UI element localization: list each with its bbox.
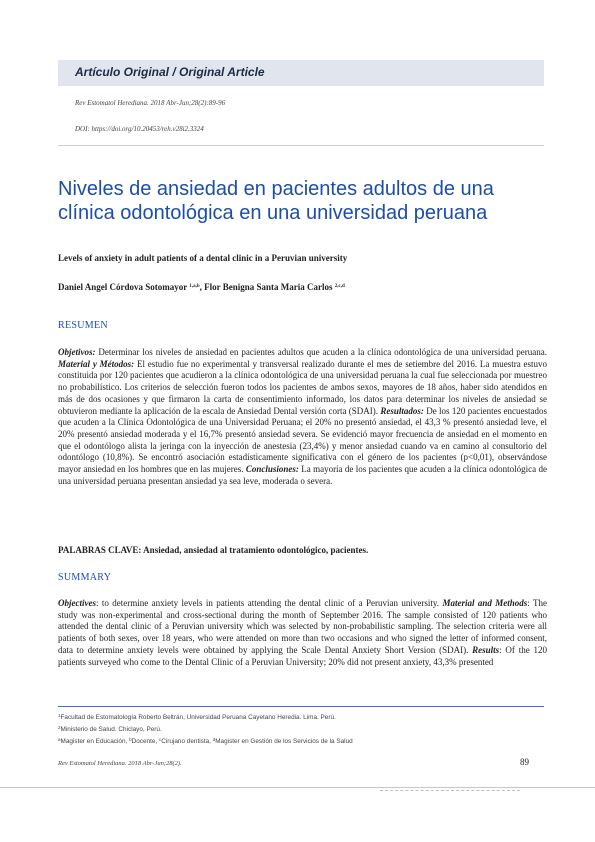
affiliation-1 (58, 713, 336, 721)
article-type-label: Artículo Original / Original Article (75, 65, 265, 79)
affiliation-2-text: Ministerio de Salud. Chiclayo, Perú. (60, 726, 162, 733)
affiliation-degrees (58, 737, 353, 745)
label-methods: Material and Methods (442, 598, 528, 608)
degree-d-marker: d (212, 737, 216, 742)
author-1: Daniel Angel Córdova Sotomayor (58, 282, 188, 292)
degree-a-text: Magister en Educación, (60, 738, 130, 745)
resumen-paragraph (58, 347, 547, 487)
keywords: PALABRAS CLAVE: Ansiedad, ansiedad al tratamiento odontológico, pacientes. (58, 545, 369, 555)
author-2: Flor Benigna Santa Maria Carlos (204, 282, 333, 292)
doi: DOI: https://doi.org/10.20453/reh.v28i2.3324 (75, 125, 204, 133)
summary-heading: SUMMARY (58, 572, 112, 583)
text-methods: : The study was non-experimental and cross-sectional during the month of September 2016. The sample consisted of 120 patients who attended the dental clinic of a Peruvian university which was selected by non-probabilistic sampling. The selection criteria were all patients of both sexes, over 18 years, who were attended on more than two occasions and who signed the letter of informed consent, data to determine anxiety levels were obtained by applying the Scale Dental Anxiety Short Version (SDAI). (58, 598, 548, 655)
footer-journal: Rev Estomatol Herediana. 2018 Abr-Jun;28(2). (58, 760, 182, 767)
header-divider (58, 145, 544, 146)
author-2-affiliations: 2,c,d (334, 284, 345, 289)
label-results: Results (472, 644, 500, 655)
page-bottom-rule (0, 787, 595, 788)
resumen-heading: RESUMEN (58, 320, 108, 331)
degree-d-text: Magister en Gestión de los Servicios de la Salud (215, 738, 353, 745)
author-separator: , (199, 282, 205, 292)
text-objectives: : to determine anxiety levels in patients attending the dental clinic of a Peruvian university. (95, 598, 443, 608)
citation: Rev Estomatol Herediana. 2018 Abr-Jun;28(2):89-96 (75, 99, 226, 107)
degree-c-text: Cirujano dentista, (161, 738, 213, 745)
author-list (58, 282, 345, 292)
article-title (58, 177, 548, 225)
affiliation-2-marker: 2 (58, 725, 61, 730)
article-title-line-1: Niveles de ansiedad en pacientes adultos de una (58, 178, 494, 200)
page-bottom-marks (380, 790, 520, 793)
affiliation-1-text: Facultad de Estomatología Roberto Beltrán, Universidad Peruana Cayetano Heredia. Lima. Perú. (60, 714, 336, 721)
text-results: : Of the 120 patients surveyed who come to the Dental Clinic of a Peruvian University; 20% did not present anxiety, 43,3% presented (58, 644, 548, 667)
label-resultados: Resultados: (380, 405, 424, 416)
label-objectives: Objectives (58, 598, 96, 608)
degree-b-text: Docente, (131, 738, 159, 745)
affiliation-2 (58, 725, 162, 733)
author-1-affiliations: 1,a,b (189, 284, 200, 289)
text-material: El estudio fue no experimental y transversal realizado durante el mes de setiembre del 2016. La muestra estuvo constituida por 120 pacientes que acudieron a la clínica odontológica de una universidad peruana la cual fue seleccionada por muestreo no probabilístico. Los criterios de selección fueron todos los pacientes de ambos sexos, mayores de 18 años, haber sido atendidos en más de dos ocasiones y que firmaron la carta de consentimiento informado, los datos para determinar los niveles de ansiedad se obtuvieron mediante la aplicación de la escala de Ansiedad Dental versión corta (SDAI). (58, 358, 548, 416)
label-objetivos: Objetivos: (58, 347, 96, 357)
article-title-line-2: clínica odontológica en una universidad peruana (58, 202, 488, 224)
degree-a-marker: a (58, 737, 61, 742)
degree-b-marker: b (129, 737, 132, 742)
label-conclusiones: Conclusiones: (245, 464, 299, 475)
summary-paragraph (58, 598, 547, 668)
footnote-divider (58, 706, 544, 707)
page-number: 89 (520, 757, 529, 767)
english-title: Levels of anxiety in adult patients of a dental clinic in a Peruvian university (58, 253, 348, 263)
text-objetivos: Determinar los niveles de ansiedad en pacientes adultos que acuden a la clínica odontológica de una universidad peruana. (95, 347, 547, 357)
text-resultados: De los 120 pacientes encuestados que acuden a la Clínica Odontológica de una Universidad Peruana; el 20% no presentó ansiedad, el 43,3 % presentó ansiedad leve, el 20% presentó ansiedad moderada y el 16,7% presentó ansiedad severa. Se evidenció mayor frecuencia de ansiedad en el momento en que el odontólogo alista la jeringa con la inyección de anestesia (23,4%) y menor ansiedad cuando va en camino al consultorio del odontólogo (10,8%). Se encontró asociación estadísticamente significativa con el género de los pacientes (p<0,01), observándose mayor ansiedad en los hombres que en las mujeres. (58, 405, 547, 475)
label-material: Material y Métodos: (58, 358, 135, 369)
affiliation-1-marker: 1 (58, 713, 61, 718)
degree-c-marker: c (158, 737, 162, 742)
text-conclusiones: La mayoría de los pacientes que acuden a la clínica odontológica de una universidad peruana presentan ansiedad ya sea leve, moderada o severa. (58, 464, 547, 486)
